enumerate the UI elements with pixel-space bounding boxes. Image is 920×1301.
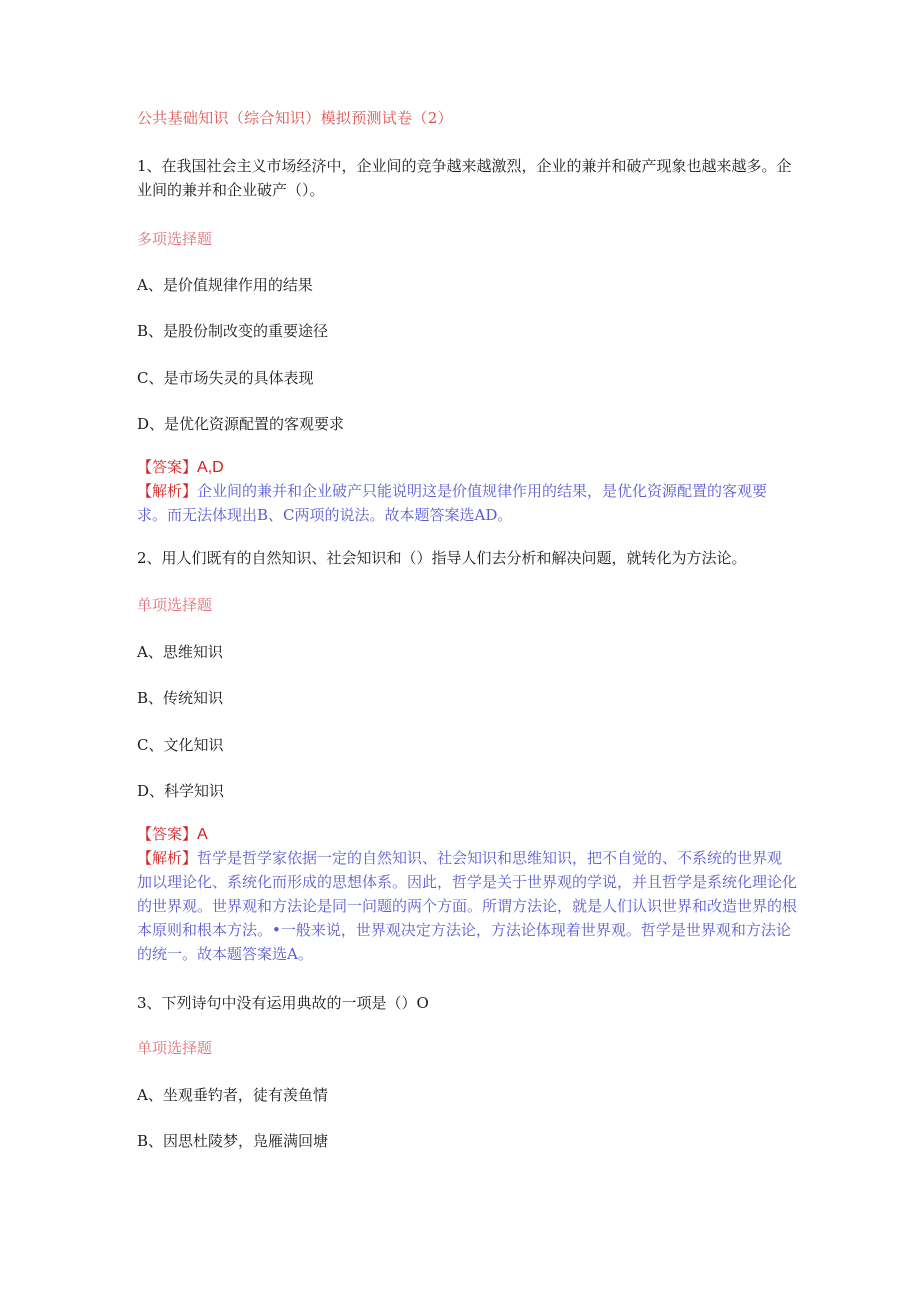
option-1d: D、是优化资源配置的客观要求 bbox=[137, 415, 345, 433]
question-type-1: 多项选择题 bbox=[137, 230, 213, 248]
analysis-1 bbox=[137, 479, 797, 527]
analysis-2 bbox=[137, 846, 797, 966]
document-title: 公共基础知识（综合知识）模拟预测试卷（2） bbox=[137, 109, 453, 127]
answer-value: A,D bbox=[197, 459, 224, 476]
analysis-text: 哲学是哲学家依据一定的自然知识、社会知识和思维知识，把不自觉的、不系统的世界观加以理论化、系统化而形成的思想体系。因此，哲学是关于世界观的学说，并且哲学是系统化理论化的世界观。世界观和方法论是同一问题的两个方面。所谓方法论，就是人们认识世界和改造世界的根本原则和根本方法。•一般来说，世界观决定方法论，方法论体现着世界观。哲学是世界观和方法论的统一。故本题答案选A。 bbox=[137, 849, 798, 963]
question-stem-3: 3、下列诗句中没有运用典故的一项是（）O bbox=[137, 994, 429, 1012]
analysis-tag: 【解析】 bbox=[137, 849, 198, 867]
analysis-text: 企业间的兼并和企业破产只能说明这是价值规律作用的结果，是优化资源配置的客观要求。而无法体现出B、C两项的说法。故本题答案选AD。 bbox=[137, 482, 768, 524]
question-stem-1: 1、在我国社会主义市场经济中，企业间的竞争越来越激烈，企业的兼并和破产现象也越来越多。企业间的兼并和企业破产（）。 bbox=[137, 157, 792, 199]
option-1c: C、是市场失灵的具体表现 bbox=[137, 369, 314, 387]
analysis-tag: 【解析】 bbox=[137, 482, 198, 500]
option-3b: B、因思杜陵梦，凫雁满回塘 bbox=[137, 1132, 329, 1150]
answer-2 bbox=[137, 823, 208, 844]
answer-tag: 【答案】 bbox=[137, 458, 198, 476]
option-2a: A、思维知识 bbox=[137, 643, 223, 661]
option-2b: B、传统知识 bbox=[137, 689, 224, 707]
option-2c: C、文化知识 bbox=[137, 736, 224, 754]
option-1a: A、是价值规律作用的结果 bbox=[137, 276, 313, 294]
option-3a: A、坐观垂钓者，徒有羡鱼情 bbox=[137, 1086, 328, 1104]
answer-value: A bbox=[197, 826, 208, 843]
answer-1 bbox=[137, 456, 224, 477]
question-type-2: 单项选择题 bbox=[137, 596, 213, 614]
option-1b: B、是股份制改变的重要途径 bbox=[137, 322, 329, 340]
question-stem-2: 2、用人们既有的自然知识、社会知识和（）指导人们去分析和解决问题，就转化为方法论。 bbox=[137, 549, 747, 567]
question-type-3: 单项选择题 bbox=[137, 1039, 213, 1057]
answer-tag: 【答案】 bbox=[137, 825, 198, 843]
option-2d: D、科学知识 bbox=[137, 782, 225, 800]
